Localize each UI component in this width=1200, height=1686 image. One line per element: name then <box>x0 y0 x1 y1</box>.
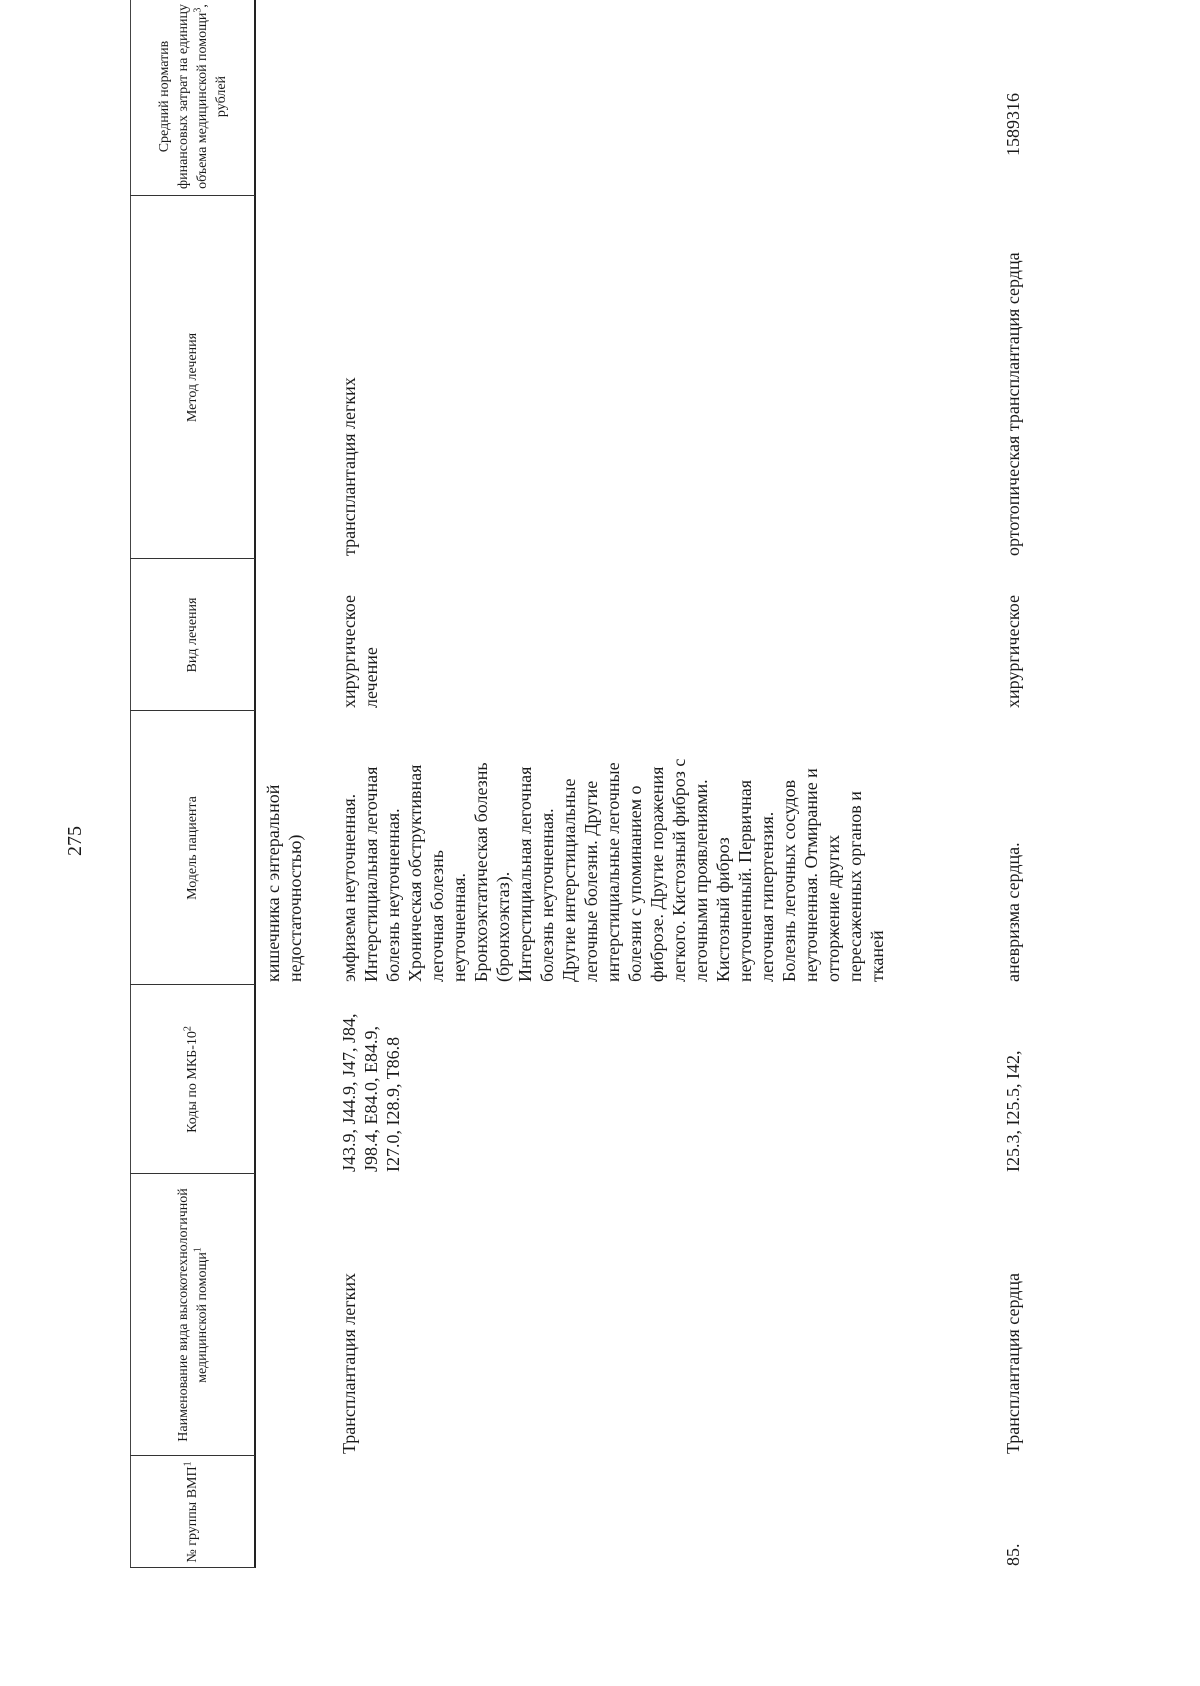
header-group-no: № группы ВМП$^1$ <box>182 1461 200 1563</box>
heart-method: ортотопическая трансплантация сердца <box>1003 252 1023 556</box>
heart-name: Трансплантация сердца <box>1003 1272 1023 1454</box>
header-codes: Коды по МКБ-$10^2$ <box>182 1026 200 1133</box>
heart-model: аневризма сердца. <box>1003 842 1023 982</box>
lungs-type: хирургическое лечение <box>339 595 381 708</box>
header-type: Вид лечения <box>185 597 200 673</box>
header-name: Наименование вида высокотехнологичной медицинской помощи$^1$ <box>175 1188 210 1442</box>
heart-codes: I25.3, I25.5, I42, <box>1003 1050 1023 1172</box>
heart-number: 85. <box>1003 1543 1023 1566</box>
header-cost: Средний норматив финансовых затрат на единицу объема медицинской помощи$^3$, рублей <box>156 4 229 189</box>
lungs-codes: J43.9, J44.9, J47, J84, J98.4, E84.0, E84.9, I27.0, I28.9, T86.8 <box>339 1013 403 1172</box>
continuation-model: кишечника с энтеральной недостаточностью) <box>263 784 305 982</box>
heart-cost: 1589316 <box>1003 93 1023 156</box>
lungs-name: Трансплантация легких <box>339 1272 359 1454</box>
lungs-model: эмфизема неуточненная. Интерстициальная легочная болезнь неуточненная. Хроническая обструктивная легочная болезнь неуточненная. Бронхоэктатическая болезнь (бронхоэктаз). Интерстициальная легочная болезнь неуточненная. Другие интерстициальные легочные болезни. Другие интерстициальные легочные болезни с упоминанием о фиброзе. Другие поражения легкого. Кистозный фиброз с легочными проявлениями. Кистозный фиброз неуточненный. Первичная легочная гипертензия. Болезнь легочных сосудов неуточненная. Отмирание и отторжение других пересаженных органов и тканей <box>339 758 887 982</box>
page-number: 275 <box>64 826 86 856</box>
heart-type: хирургическое <box>1003 595 1023 708</box>
header-method: Метод лечения <box>185 332 200 423</box>
header-model: Модель пациента <box>185 796 200 900</box>
lungs-method: трансплантация легких <box>339 377 359 556</box>
